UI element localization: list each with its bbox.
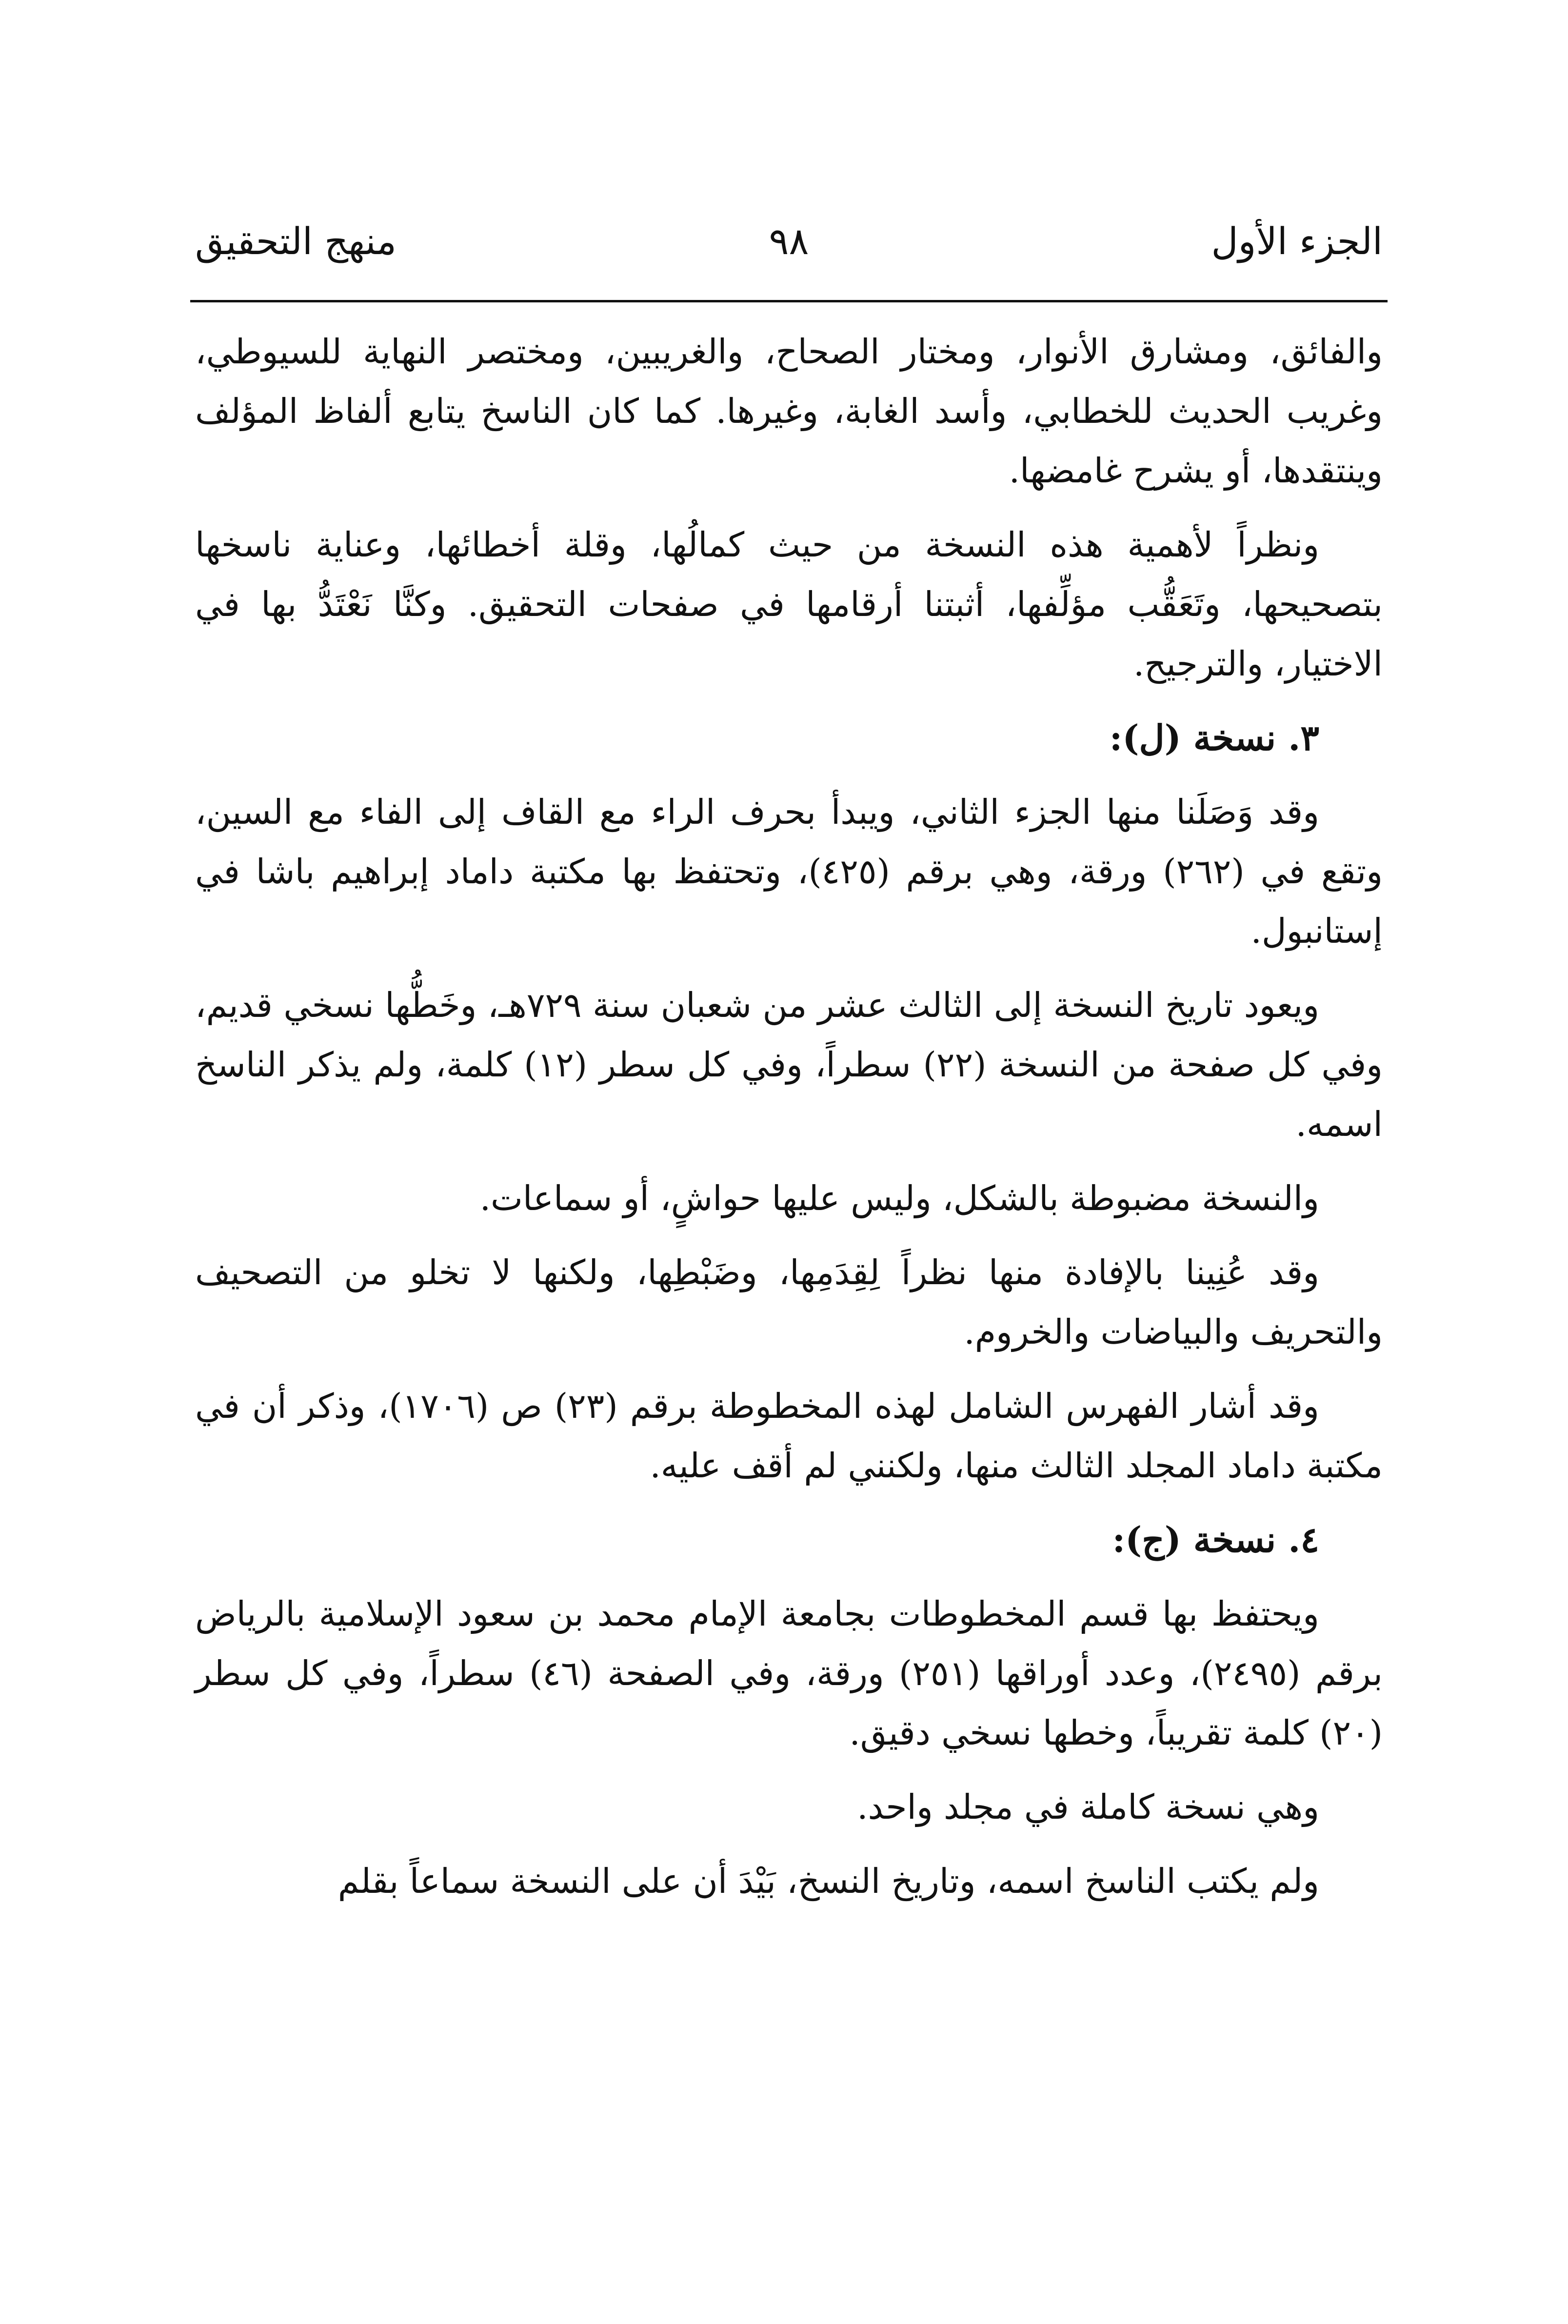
paragraph: والفائق، ومشارق الأنوار، ومختار الصحاح، والغريبين، ومختصر النهاية للسيوطي، وغريب الحديث للخطابي، وأسد الغابة، وغيرها. كما كان الناسخ يتابع ألفاظ المؤلف وينتقدها، أو يشرح غامضها.: [195, 332, 1383, 491]
body-text: [195, 322, 1383, 2178]
section-heading: ٣. نسخة (ل):: [1109, 717, 1319, 758]
paragraph: ولم يكتب الناسخ اسمه، وتاريخ النسخ، بَيْدَ أن على النسخة سماعاً بقلم: [337, 1861, 1319, 1901]
paragraph: وقد وَصَلَنا منها الجزء الثاني، ويبدأ بحرف الراء مع القاف إلى الفاء مع السين، وتقع في (٢٦٢) ورقة، وهي برقم (٤٢٥)، وتحتفظ بها مكتبة داماد إبراهيم باشا في إستانبول.: [195, 792, 1383, 951]
section-heading: ٤. نسخة (ج):: [1112, 1519, 1319, 1560]
paragraph: ويعود تاريخ النسخة إلى الثالث عشر من شعبان سنة ٧٢٩هـ، وخَطُّها نسخي قديم، وفي كل صفحة من النسخة (٢٢) سطراً، وفي كل سطر (١٢) كلمة، ولم يذكر الناسخ اسمه.: [195, 985, 1383, 1144]
section-title: منهج التحقيق: [195, 219, 397, 263]
paragraph: وهي نسخة كاملة في مجلد واحد.: [857, 1787, 1319, 1827]
page-number: ٩٨: [769, 219, 809, 263]
paragraph: وقد أشار الفهرس الشامل لهذه المخطوطة برقم (٢٣) ص (١٧٠٦)، وذكر أن في مكتبة داماد المجلد الثالث منها، ولكنني لم أقف عليه.: [195, 1386, 1383, 1486]
paragraph: ونظراً لأهمية هذه النسخة من حيث كمالُها، وقلة أخطائها، وعناية ناسخها بتصحيحها، وتَعَقُّب مؤلِّفها، أثبتنا أرقامها في صفحات التحقيق. وكنَّا نَعْتَدُّ بها في الاختيار، والترجيح.: [195, 525, 1383, 684]
part-title: الجزء الأول: [1211, 219, 1383, 263]
paragraph: ويحتفظ بها قسم المخطوطات بجامعة الإمام محمد بن سعود الإسلامية بالرياض برقم (٢٤٩٥)، وعدد أوراقها (٢٥١) ورقة، وفي الصفحة (٤٦) سطراً، وفي كل سطر (٢٠) كلمة تقريباً، وخطها نسخي دقيق.: [195, 1594, 1383, 1753]
header-rule: [190, 300, 1388, 302]
paragraph: والنسخة مضبوطة بالشكل، وليس عليها حواشٍ، أو سماعات.: [479, 1178, 1319, 1218]
running-head: [195, 205, 1383, 278]
paragraph: وقد عُنِينا بالإفادة منها نظراً لِقِدَمِها، وضَبْطِها، ولكنها لا تخلو من التصحيف والتحريف والبياضات والخروم.: [195, 1252, 1383, 1352]
